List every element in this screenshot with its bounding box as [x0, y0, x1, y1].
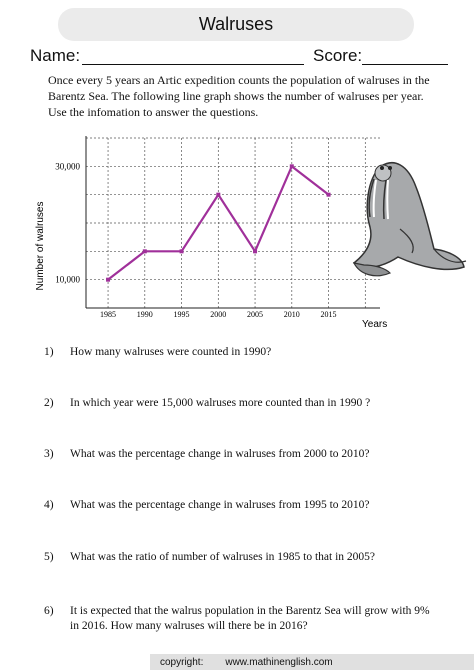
name-score-row	[30, 44, 450, 68]
x-tick-label: 2000	[210, 310, 227, 319]
x-tick-label: 2005	[247, 310, 264, 319]
page-title: Walruses	[198, 14, 274, 34]
question-text: In which year were 15,000 walruses more counted than in 1990 ?	[70, 397, 371, 409]
score-line	[362, 64, 448, 65]
data-point	[327, 193, 331, 197]
data-point	[180, 249, 184, 253]
question-text: What was the percentage change in walruses from 2000 to 2010?	[70, 448, 370, 460]
name-line	[82, 64, 304, 65]
question-number: 2)	[44, 397, 54, 409]
data-point	[106, 278, 110, 282]
data-point	[216, 193, 220, 197]
x-tick-label: 2010	[283, 310, 300, 319]
question-text: What was the percentage change in walruses from 1995 to 2010?	[70, 499, 370, 511]
x-tick-label: 1985	[100, 310, 117, 319]
site-url: www.mathinenglish.com	[225, 656, 333, 668]
y-tick-label: 10,000	[55, 274, 80, 285]
walrus-illustration	[350, 147, 468, 282]
x-axis-label: Years	[362, 319, 388, 330]
question-number: 1)	[44, 346, 54, 358]
question-number: 3)	[44, 448, 54, 460]
chart-grid	[86, 138, 380, 308]
data-point	[290, 164, 294, 168]
x-tick-label: 1990	[136, 310, 153, 319]
title-banner	[58, 8, 414, 41]
chart-ticks	[55, 161, 336, 319]
question-number: 5)	[44, 551, 54, 563]
copyright-label: copyright:	[160, 656, 204, 668]
x-tick-label: 1995	[173, 310, 190, 319]
intro-text: Once every 5 years an Artic expedition counts the population of walruses in the Barentz Sea. The following line graph shows the number of walruses per year. Use the infomation to answer the questions.	[48, 73, 430, 119]
data-point	[253, 249, 257, 253]
x-tick-label: 2015	[320, 310, 337, 319]
name-label: Name:	[30, 46, 81, 65]
score-label: Score:	[313, 46, 363, 65]
y-tick-label: 30,000	[55, 161, 80, 172]
y-axis-label: Number of walruses	[35, 201, 46, 291]
question-text: What was the ratio of number of walruses in 1985 to that in 2005?	[70, 551, 375, 563]
question-number: 4)	[44, 499, 54, 511]
footer-bar	[150, 654, 474, 670]
question-number: 6)	[44, 605, 54, 617]
chart-axes	[86, 136, 380, 308]
question-text: How many walruses were counted in 1990?	[70, 346, 272, 358]
data-point	[143, 249, 147, 253]
question-text: It is expected that the walrus population in the Barentz Sea will grow with 9% in 2016. How many walruses will there be in 2016?	[70, 605, 430, 632]
